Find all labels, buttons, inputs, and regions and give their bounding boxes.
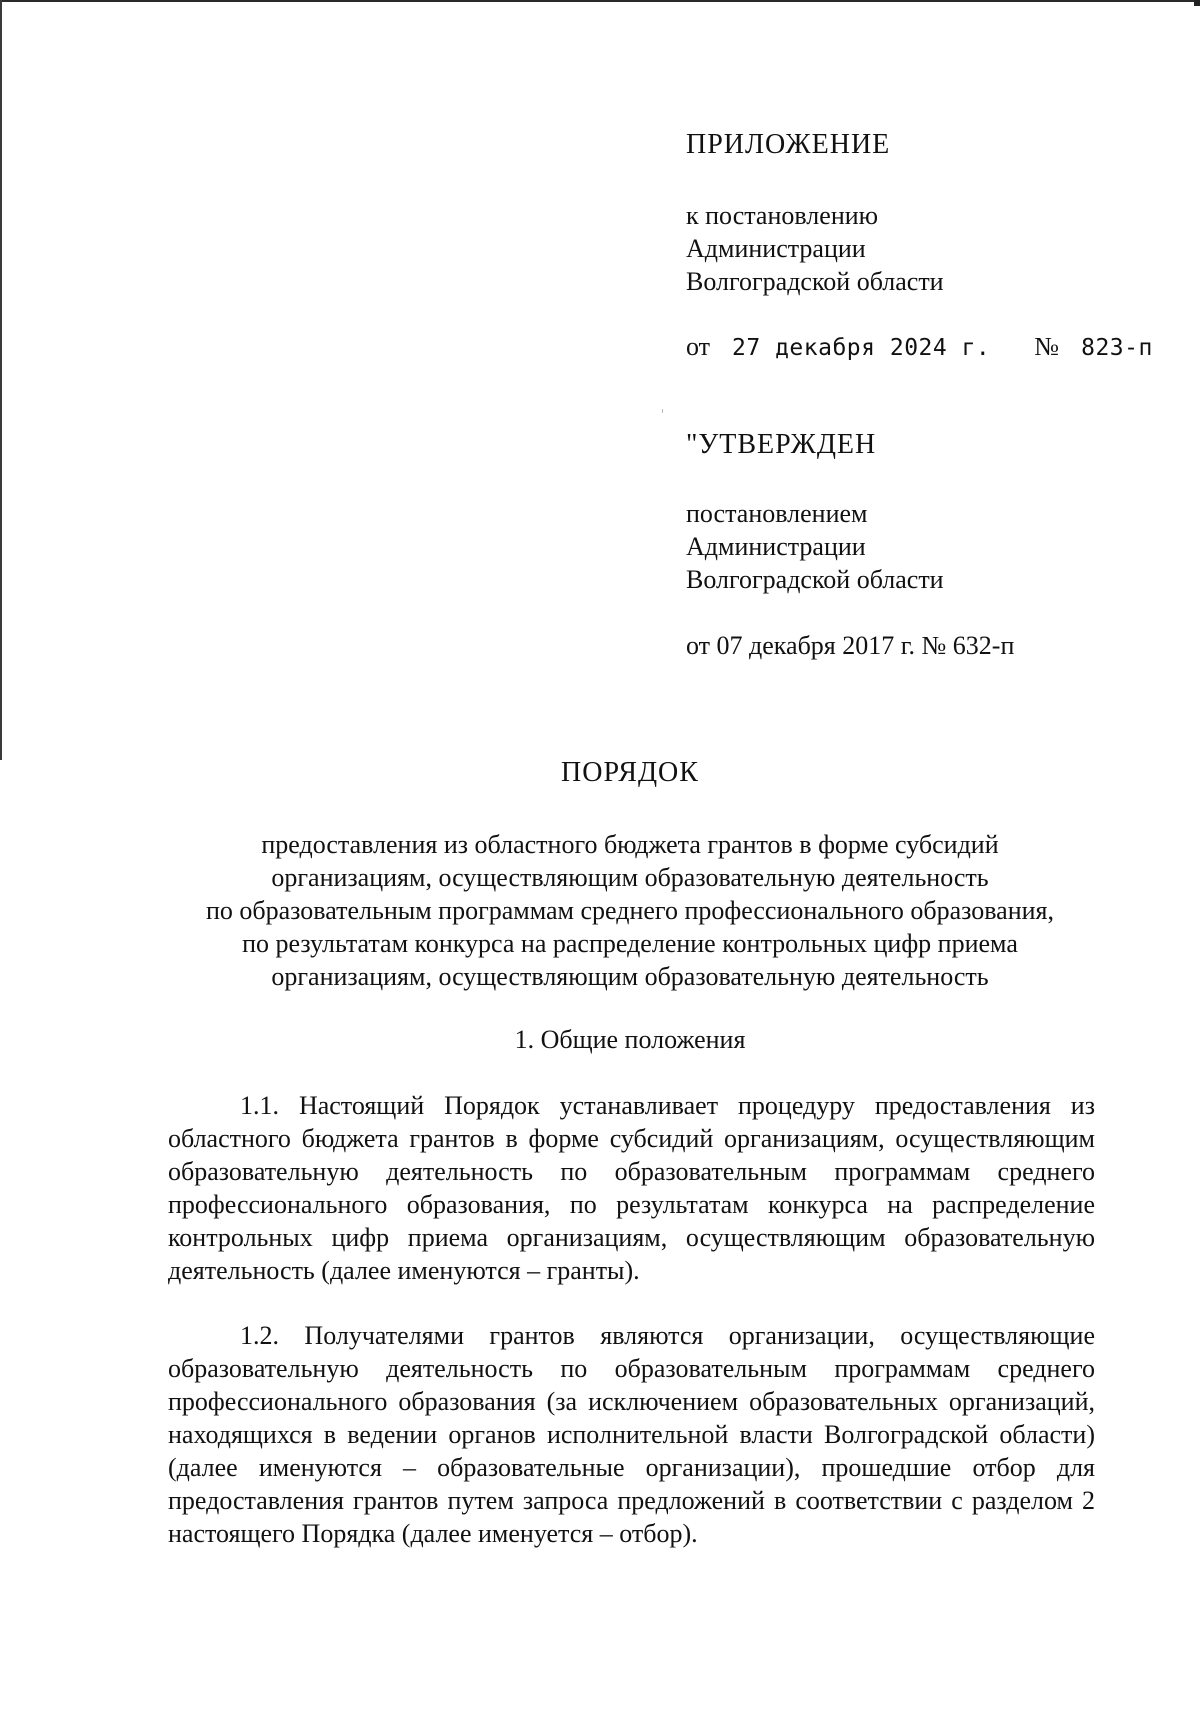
paragraph-1-2: 1.2. Получателями грантов являются организации, осуществляющие образовательную деятельность по образовательным программам среднего профессионального образования (за исключением образовательных организаций, находящихся в ведении органов исполнительной власти Волгоградской области) (далее именуются – образовательные организации), прошедшие отбор для предоставления грантов путем запроса предложений в соответствии с разделом 2 настоящего Порядка (далее именуется – отбор). [168,1321,1095,1548]
number-sign: № [1034,332,1060,361]
scan-speck [662,409,663,413]
approved-date-line: от 07 декабря 2017 г. № 632-п [686,631,1015,660]
document-title: ПОРЯДОК [561,757,699,788]
subtitle-line: организациям, осуществляющим образовательную деятельность [271,863,989,892]
scan-edge-top [0,0,1200,2]
scan-corner-mark [1194,0,1200,6]
approval-date-line [686,330,1153,365]
approval-line: Администрации [686,234,866,263]
paragraph-1-1: 1.1. Настоящий Порядок устанавливает процедуру предоставления из областного бюджета грантов в форме субсидий организациям, осуществляющим образовательную деятельность по образовательным программам среднего профессионального образования, по результатам конкурса на распределение контрольных цифр приема организациям, осуществляющим образовательную деятельность (далее именуются – гранты). [168,1091,1095,1285]
scan-edge-left [0,0,2,760]
subtitle-line: по образовательным программам среднего профессионального образования, [206,896,1054,925]
approved-heading: "УТВЕРЖДЕН [686,429,877,460]
approval-resolution-block [686,199,944,298]
approval-line: к постановлению [686,201,879,230]
subtitle-line: по результатам конкурса на распределение контрольных цифр приема [242,929,1018,958]
subtitle-line: организациям, осуществляющим образовательную деятельность [271,962,989,991]
date-prefix: от [686,332,711,361]
approval-line: Волгоградской области [686,267,944,296]
handwritten-date: 27 декабря 2024 г. [732,335,991,361]
handwritten-number: 823-п [1081,335,1153,361]
subtitle-line: предоставления из областного бюджета грантов в форме субсидий [261,830,999,859]
section-heading: 1. Общие положения [514,1025,746,1054]
approved-line: Администрации [686,532,866,561]
approval-heading: ПРИЛОЖЕНИЕ [686,129,891,160]
approved-line: постановлением [686,499,868,528]
document-subtitle [160,828,1100,993]
approved-line: Волгоградской области [686,565,944,594]
approved-by-block [686,497,944,596]
